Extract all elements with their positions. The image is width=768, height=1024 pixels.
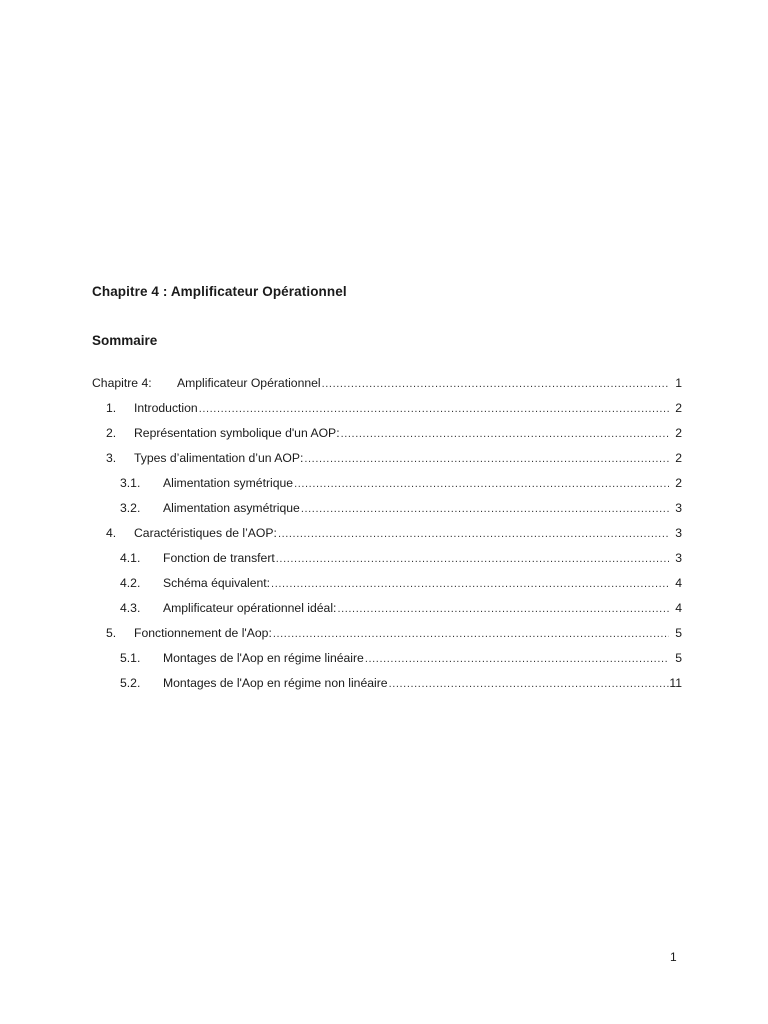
- toc-entry-page: 2: [675, 401, 682, 415]
- page-number: 1: [670, 950, 677, 964]
- toc-dot-leader: [199, 403, 669, 415]
- summary-heading: Sommaire: [92, 333, 158, 348]
- toc-entry-label: Schéma équivalent:: [163, 576, 271, 590]
- toc-dot-leader: [276, 553, 669, 565]
- toc-entry-label: Amplificateur opérationnel idéal:: [163, 601, 337, 615]
- toc-entry-page: 2: [675, 426, 682, 440]
- toc-entry-label: Introduction: [134, 401, 198, 415]
- toc-entry-label: Représentation symbolique d'un AOP:: [134, 426, 340, 440]
- toc-entry-fonction-transfert[interactable]: [92, 551, 682, 571]
- toc-entry-label: Types d’alimentation d’un AOP:: [134, 451, 304, 465]
- toc-entry-page: 1: [675, 376, 682, 390]
- toc-entry-caracteristiques[interactable]: [92, 526, 682, 546]
- toc-entry-regime-lineaire[interactable]: [92, 651, 682, 671]
- toc-entry-types-alimentation[interactable]: [92, 451, 682, 471]
- toc-entry-number: 2.: [106, 426, 117, 440]
- toc-entry-number: Chapitre 4:: [92, 376, 152, 390]
- toc-entry-label: Montages de l'Aop en régime non linéaire: [163, 676, 388, 690]
- chapter-title: Chapitre 4 : Amplificateur Opérationnel: [92, 284, 347, 299]
- toc-entry-introduction[interactable]: [92, 401, 682, 421]
- toc-entry-page: 5: [675, 626, 682, 640]
- toc-dot-leader: [294, 478, 669, 490]
- toc-entry-number: 1.: [106, 401, 117, 415]
- toc-entry-label: Amplificateur Opérationnel: [177, 376, 321, 390]
- toc-entry-label: Fonction de transfert: [163, 551, 275, 565]
- toc-entry-label: Caractéristiques de l’AOP:: [134, 526, 277, 540]
- toc-entry-schema-equivalent[interactable]: [92, 576, 682, 596]
- toc-entry-page: 3: [675, 551, 682, 565]
- toc-entry-alimentation-asymetrique[interactable]: [92, 501, 682, 521]
- toc-entry-number: 4.3.: [120, 601, 141, 615]
- toc-entry-label: Montages de l'Aop en régime linéaire: [163, 651, 364, 665]
- toc-dot-leader: [389, 678, 669, 690]
- toc-entry-page: 3: [675, 526, 682, 540]
- toc-entry-page: 3: [675, 501, 682, 515]
- toc-entry-number: 4.2.: [120, 576, 141, 590]
- toc-dot-leader: [301, 503, 669, 515]
- toc-dot-leader: [304, 453, 669, 465]
- toc-entry-page: 2: [675, 451, 682, 465]
- toc-dot-leader: [337, 603, 669, 615]
- toc-dot-leader: [322, 378, 669, 390]
- toc-dot-leader: [278, 528, 669, 540]
- toc-dot-leader: [365, 653, 669, 665]
- toc-entry-alimentation-symetrique[interactable]: [92, 476, 682, 496]
- toc-entry-number: 5.1.: [120, 651, 141, 665]
- toc-dot-leader: [341, 428, 669, 440]
- toc-entry-page: 11: [669, 676, 682, 690]
- toc-entry-page: 4: [675, 601, 682, 615]
- toc-entry-number: 5.2.: [120, 676, 141, 690]
- toc-entry-representation-symbolique[interactable]: [92, 426, 682, 446]
- toc-entry-label: Alimentation symétrique: [163, 476, 294, 490]
- toc-entry-fonctionnement[interactable]: [92, 626, 682, 646]
- toc-entry-regime-non-lineaire[interactable]: [92, 676, 682, 696]
- toc-entry-page: 5: [675, 651, 682, 665]
- toc-entry-number: 4.1.: [120, 551, 141, 565]
- toc-dot-leader: [273, 628, 669, 640]
- toc-entry-label: Alimentation asymétrique: [163, 501, 300, 515]
- toc-entry-number: 4.: [106, 526, 117, 540]
- toc-entry-page: 4: [675, 576, 682, 590]
- toc-dot-leader: [271, 578, 669, 590]
- toc-entry-chapitre-4[interactable]: [92, 376, 682, 396]
- toc-entry-number: 3.: [106, 451, 117, 465]
- toc-entry-amplificateur-ideal[interactable]: [92, 601, 682, 621]
- toc-entry-page: 2: [675, 476, 682, 490]
- toc-entry-number: 5.: [106, 626, 117, 640]
- toc-entry-number: 3.2.: [120, 501, 141, 515]
- toc-entry-label: Fonctionnement de l'Aop:: [134, 626, 272, 640]
- toc-entry-number: 3.1.: [120, 476, 141, 490]
